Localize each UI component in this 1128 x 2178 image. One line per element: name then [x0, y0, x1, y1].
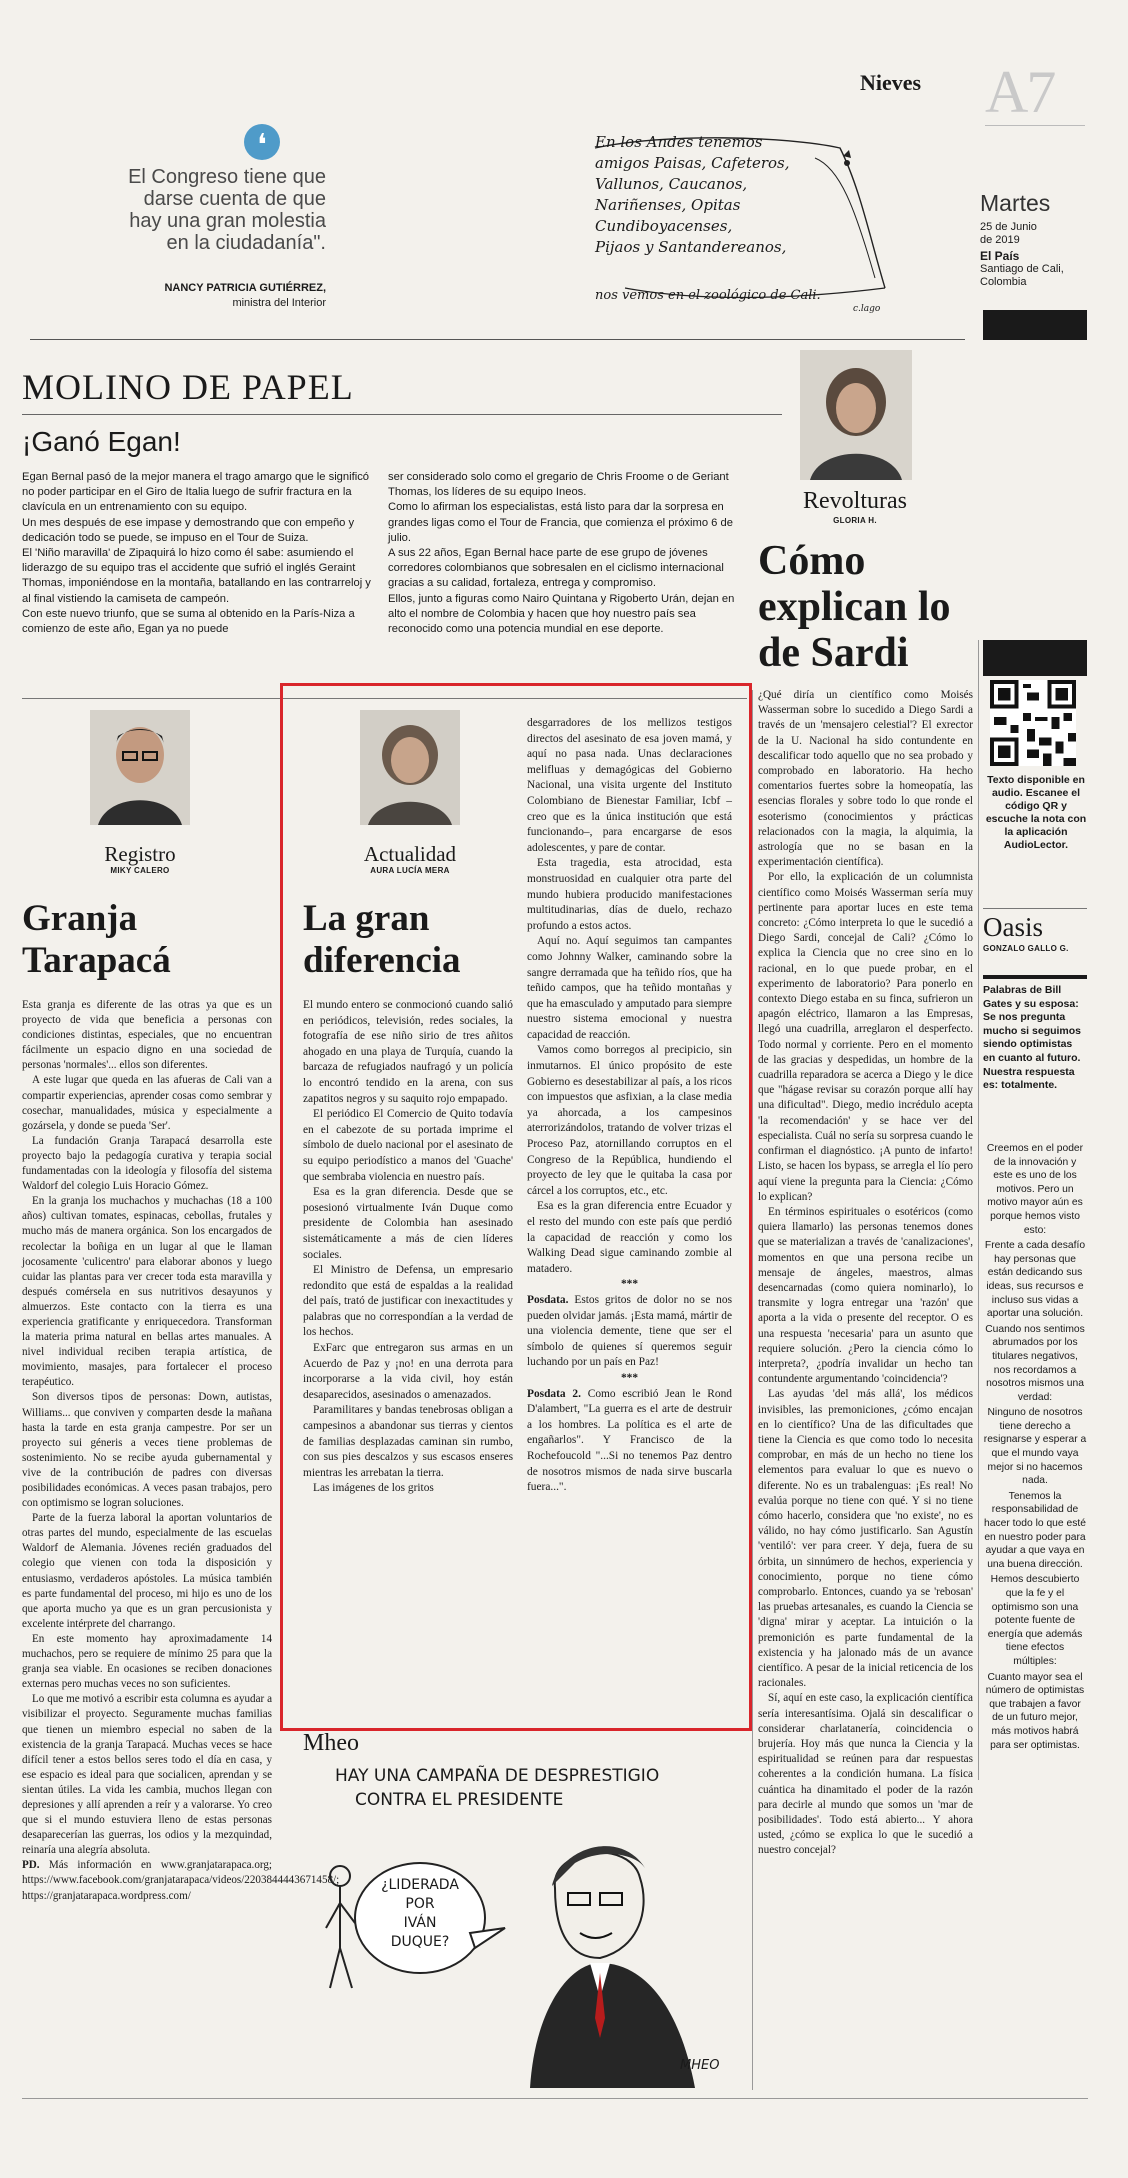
quote-author: NANCY PATRICIA GUTIÉRREZ,	[164, 282, 326, 294]
mheo-bubble-text: ¿LIDERADA POR IVÁN DUQUE?	[381, 1877, 459, 1950]
quote-author-role: ministra del Interior	[232, 297, 326, 309]
actualidad-col1: El mundo entero se conmocionó cuando salió en periódicos, televisión, redes sociales, la fotografía de ese niño sirio de tres añitos ahogado en una playa de Turquía, cuando la barcaza de refugiados naufragó y un policía lo encontró tendido en la arena, con sus zapatitos negros y su saquito rojo empapado. El periódico El Comercio de Quito todavía en el cabezote de su portada imprime el símbolo de duelo nacional por el asesinato de su equipo periodístico a manos del 'Guache' que sembraba violencia en nuestro país. Esa es la gran diferencia. Desde que se posesionó virtualmente Iván Duque como presidente de Colombia han asesinado sistemáticamente a más de cien líderes sociales. El Ministro de Defensa, un empresario redondito que está de espaldas a la realidad del país, trató de justificar con inexactitudes y palabras que no correspondían a la verdad de los hechos. ExFarc que entregaron sus armas en un Acuerdo de Paz y ¡no! en una derrota para incorporarse a la vida civil, hoy están desaparecidos, asesinados o amenazados. Paramilitares y bandas tenebrosas obligan a campesinos a abandonar sus tierras y cientos de familias desplazadas caminan sin rumbo, con sus pies descalzos y sus escasos enseres mientras les arrebatan la tierra. Las imágenes de los gritos	[303, 999, 513, 1495]
molino-col2: ser considerado solo como el gregario de Chris Froome o de Geriant Thomas, los líderes de su equipo Ineos. Como lo afirman los especialistas, está listo para dar la sorpresa en grandes ligas como el Tour de Francia, que comienza el próximo 6 de julio. A sus 22 años, Egan Bernal hace parte de ese grupo de jóvenes corredores colombianos que sobresalen en el ciclismo internacional gracias a su calidad, fortaleza, entrega y compromiso. Ellos, junto a figuras como Nairo Quintana y Rigoberto Urán, dejan en alto el nombre de Colombia y hacen que hoy nuestro país sea reconocido como una potencia mundial en ese deporte.	[388, 471, 735, 636]
page-number: A7	[985, 59, 1055, 125]
header-black-bar	[983, 310, 1087, 340]
cartoon-signature: c.lago	[853, 304, 881, 314]
mheo-signature: MHEO	[680, 2058, 720, 2073]
cartoon-line: Nariñenses, Opitas	[595, 196, 741, 214]
revolturas-author-photo	[800, 350, 912, 480]
separator-stars: ***	[620, 1371, 639, 1384]
oasis-rule	[983, 975, 1087, 979]
date-text: 25 de Junio de 2019	[980, 221, 1037, 246]
molino-col1: Egan Bernal pasó de la mejor manera el trago amargo que le significó no poder participar en el Giro de Italia luego de sufrir fractura en la clavícula en un entrenamiento con su equipo. Un mes después de ese impase y demostrando que con empeño y dedicación todo se puede, se impuso en el Tour de Suiza. El 'Niño maravilla' de Zipaquirá lo hizo como él sabe: asumiendo el liderazgo de su equipo tras el accidente que sufrió el inglés Geraint Thomas, imponiéndose en la montaña, batallando en las contrarreloj y al final vistiendo la camiseta de campeón. Con este nuevo triunfo, que se suma al obtenido en la París-Niza a comienzo de este año, Egan ya no puede	[22, 471, 371, 636]
cartoon-line: En los Andes tenemos	[595, 133, 763, 151]
actualidad-author: AURA LUCÍA MERA	[370, 866, 450, 875]
revolturas-column-name: Revolturas	[803, 488, 907, 514]
cartoon-line: Pijaos y Santandereanos,	[595, 238, 787, 256]
molino-section-title: MOLINO DE PAPEL	[22, 367, 354, 407]
cartoon-top	[585, 128, 895, 318]
oasis-title: Oasis	[983, 912, 1043, 942]
registro-column-name: Registro	[104, 842, 176, 866]
oasis-author: GONZALO GALLO G.	[983, 944, 1069, 953]
date-block	[980, 190, 1100, 289]
actualidad-column-name: Actualidad	[363, 842, 457, 866]
revolturas-title: Cómo explican lo de Sardi	[758, 538, 951, 676]
oasis-body: Creemos en el poder de la innovación y este es uno de los motivos. Pero un motivo mayor aún es porque hemos visto esto: Frente a cada desafío hay personas que están dedicando sus ideas, sus recursos e incluso sus vidas a aportar una solución. Cuando nos sentimos abrumados por los titulares negativos, nos recordamos a nosotros mismos una verdad: Ninguno de nosotros tiene derecho a resignarse y esperar a que el mundo vaya mejor si no hacemos nada. Tenemos la responsabilidad de hacer todo lo que esté en nuestro poder para ayudar a que vaya en una buena dirección. Hemos descubierto que la fe y el optimismo son una potente fuente de energía que además tiene efectos múltiples: Cuanto mayor sea el número de optimistas que trabajen a favor de un futuro mejor, más motivos habrá para ser optimistas.	[983, 1143, 1087, 1751]
registro-title: Granja Tarapacá	[22, 898, 171, 981]
actualidad-col2: desgarradores de los mellizos testigos directos del asesinato de esa joven mamá, y aquí no pasa nada. Unas declaraciones melifluas y demagógicas del Gobierno Nacional, una visita urgente del Instituto Colombiano de Bienestar Familiar, Icbf –creo que es la única institución que está funcionando–, para encargarse de esos adolescentes, y pare de contar. Esta tragedia, esta atrocidad, esta monstruosidad en cualquier otra parte del mundo hubiera producido manifestaciones multitudinarias, días de duelo, rechazo profundo a estos actos. Aquí no. Aquí seguimos tan campantes como Johnny Walker, caminando sobre la sangre derramada que ha teñido ríos, que ha teñido campos, que ha teñido montañas y que ha emasculado y amputado para siempre nuestro sistema emocional y nuestra capacidad de reacción. Vamos como borregos al precipicio, sin inmutarnos. El único propósito de este Gobierno es desestabilizar al país, a los ricos con impuestos que asfixian, a la clase media ya ahorcada, a los campesinos aterrorizándolos, tratando de volver trizas el Proceso Paz, atornillando corruptos en el Congreso de la República, hundiendo el proyecto de ley que le quitaba la casa por cárcel a los corruptos, etc., etc. Esa es la gran diferencia entre Ecuador y el resto del mundo con este país que perdió la capacidad de reacción y como los Walking Dead sigue caminando zombie al matadero. *** Posdata. Estos gritos de dolor no se nos pueden olvidar jamás. ¡Esta mamá, mártir de una violencia demente, tiene que ser el símbolo de quienes sí queremos seguir luchando por un país en Paz! *** Posdata 2. Como escribió Jean le Rond D'alambert, "La guerra es el arte de destruir a los hombres. La política es el arte de engañarlos". Y Francisco de la Rochefoucold "...Si no tenemos Paz dentro de nosotros mismos de nada sirve buscarla fuera...".	[527, 717, 732, 1494]
paper-name: El País	[980, 249, 1020, 263]
registro-author: MIKY CALERO	[110, 866, 170, 875]
cartoon-bottom-text: nos vemos en el zoológico de Cali.	[595, 288, 821, 303]
mheo-label: Mheo	[303, 1730, 359, 1756]
revolturas-author: GLORIA H.	[833, 516, 877, 525]
day-name: Martes	[980, 190, 1051, 216]
separator-stars: ***	[620, 1278, 639, 1291]
mheo-cartoon	[300, 1758, 745, 2088]
actualidad-title: La gran diferencia	[303, 898, 461, 981]
mheo-caption: HAY UNA CAMPAÑA DE DESPRESTIGIO CONTRA EL PRESIDENTE	[335, 1766, 660, 1810]
section-label: Nieves	[860, 70, 922, 95]
registro-author-photo	[90, 710, 190, 825]
revolturas-body: ¿Qué diría un científico como Moisés Wasserman sobre lo sucedido a Diego Sardi a través de un 'mensajero celestial'? El exrector de la U. Nacional ha sido contundente en descalificar todo aquello que no sea probado y comprobado en laboratorio. Ha hecho comentarios fuertes sobre la homeopatía, las esencias florales y sobre todo lo que ronde el esoterismo (conocimientos y prácticas relacionados con la magia, la alquimia, la astrología que no se basan en la experimentación científica). Por ello, la explicación de un columnista científico como Moisés Wasserman sería muy pertinente para aportar luces en este tema concreto: ¿Cómo interpreta lo que le sucedió a Diego Sardi, concejal de Cali? ¿Cómo lo explica la Ciencia que no cree sino en lo racional, en lo que puede probar, en el experimento de laboratorio? Para ponerlo en contexto Diego estaba en su finca, sufrieron un apagón eléctrico, llamaron a las Empresas, llegó una cuadrilla, arreglaron el desperfecto. Todo normal y corriente. Pero en el momento de las gracias y despedidas, un hombre de la cuadrilla reparadora se acerca a Diego y le dice que "hágase revisar su corazón porque allí hay una dificultad". Diego, medio incrédulo acepta 'la recomendación' y se hace ver del especialista. Cuál no sería su sorpresa cuando le confirman el diagnóstico. ¡A punto de infarto! Listo, se hacen los bypass, se arregla el lío pero aquí viene la pregunta para la Ciencia: ¿Cómo lo explican? En términos espirituales o esotéricos (como quiera llamarlo) las personas tenemos dones que se materializan a través de 'canalizaciones', momentos en que una persona recibe un mensaje de ángeles, maestros, almas desencarnadas (como quiera nominarlo), lo transmite y logra entregar una 'razón' que aporta a la vida o presente del receptor. O es una respuesta 'necesaria' para un asunto que requiere solución. ¿Pero la ciencia cómo lo interpreta?, ¿podría invalidar un hecho tan contundente argumentando 'coincidencia'? Las ayudas 'del más allá', los médicos invisibles, las premoniciones, ¿cómo encajan en lo científico? Una de las dificultades que tiene la Ciencia es que como todo lo necesita comprobar, en más de un hecho no tiene los elementos para evaluar lo que es nuevo o diferente. No es un trabalenguas: ¡Es real! No evalúa porque no tiene con qué. Y si no tiene cómo hacerlo, considera que 'no existe', no es válido, no hay cómo justificarlo. San Agustín 'ventiló': ver para creer. Y deja, fuera de su órbita, un sinnúmero de hechos, experiencia y conocimiento, porque no tiene cómo comprobarlo. Entonces, cuando ya se 'rebosan' las pruebas artesanales, es cuando la Ciencia se 'digna' mirar y aceptar. La intuición o la premonición es parte fundamental de la existencia y ha jalonado más de un avance científico. A pesar de la inicial reticencia de los racionales. Sí, aquí en este caso, la explicación científica sería interesantísima. Ojalá sin descalificar o considerar charlatanería, coincidencia o brujería. Hoy más que nunca la Ciencia y la espiritualidad se reúnen para dar respuestas coherentes a la condición humana. La física cuántica ha dinamitado el poder de la razón para decirle al mundo que somos un 'mar de posibilidades'. Todo está abierto... Y ahora usted, ¿cómo se explica lo que le sucedió a nuestro concejal?	[758, 689, 973, 1857]
cartoon-line: amigos Paisas, Cafeteros,	[595, 154, 790, 172]
quote-text: El Congreso tiene que darse cuenta de que hay una gran molestia en la ciudadanía".	[128, 166, 326, 254]
cartoon-line: Vallunos, Caucanos,	[595, 175, 748, 193]
registro-body: Esta granja es diferente de las otras ya que es un proyecto de vida que beneficia a personas con condiciones distintas, especiales, que no encuentran fácilmente un espacio digno en una sociedad de personas 'normales'... ellos son diferentes. A este lugar que queda en las afueras de Cali van a compartir experiencias, aprender cosas como sembrar y cosechar, manualidades, música y especialmente a gozársela, y donde se pueda 'Ser'. La fundación Granja Tarapacá desarrolla este proyecto bajo la pedagogía curativa y terapia social fundamentadas con la ideología y filosofía del sistema Waldorf del colegio Luis Horacio Gómez. En la granja los muchachos y muchachas (18 a 100 años) cultivan tomates, espinacas, cebollas, frutales y mucho más de manera orgánica. Son los encargados de recolectar la boñiga en un lugar al que le llaman jocosamente 'culicentro' para elaborar abonos y luego cuidar las plantas para ver crecer toda esta maravilla y después comérsela en sus nutritivos desayunos y almuerzos. Este contacto con la tierra es una experiencia gratificante y enriquecedora. Transforman la materia prima natural en bellas artes manuales. A nivel individual reciben terapia artística, de movimiento, masajes, para fortalecer el proceso terapéutico. Son diversos tipos de personas: Down, autistas, Williams... que conviven y comparten desde la mañana hasta la tarde en esta granja campestre. Por ser un proyecto sui géneris a veces tiene problemas de sostenimiento. No se recibe ayuda gubernamental y vive de la contribución de padres con diversas posibilidades económicas. A veces pasan trabajos, pero con optimismo se logran soluciones. Parte de la fuerza laboral la aportan voluntarios de otras partes del mundo, especialmente de las escuelas Waldorf de Alemania. Jóvenes recién graduados del colegio que vienen con toda la disposición y entusiasmo, verdaderos apóstoles. La música también es parte fundamental del proceso, mi hijo es uno de los que aporta mucho ya que es un gran percusionista y excelente intérprete del charrango. En este momento hay aproximadamente 14 muchachos, pero se requiere de mínimo 25 para que la granja sea viable. En ocasiones se reciben donaciones externas pero muchas veces no son suficientes. Lo que me motivó a escribir esta columna es ayudar a visibilizar el proyecto. Seguramente muchas familias que tienen un miembro especial no saben de la existencia de la granja Tarapacá. Muchas veces se hace difícil tener a estos bellos seres todo el día en casa, y ese espacio es ideal para que socialicen, aprendan y se sientan útiles. La vida les cambia, muchos llegan con depresiones y allí aprenden a reír y a valorarse. Yo creo que si el mundo estuviera lleno de estas personas desaparecerían las guerras, los odios y la mezquindad, reinaría una alegría absoluta. PD. Más información en www.granjatarapaca.org; https://www.facebook.com/granjatarapaca/videos/2203844443671458/; https://granjatarapaca.wordpress.com/	[22, 999, 340, 1902]
cartoon-line: Cundiboyacenses,	[595, 217, 733, 235]
sidebar-black-bar	[983, 640, 1087, 676]
qr-caption: Texto disponible en audio. Escanee el código QR y escuche la nota con la aplicación AudioLector.	[985, 774, 1087, 851]
molino-title: ¡Ganó Egan!	[22, 426, 181, 457]
oasis-lead: Palabras de Bill Gates y su esposa: Se nos pregunta mucho si seguimos siendo optimistas en cuanto al futuro. Nuestra respuesta es: totalmente.	[983, 984, 1082, 1092]
location-text: Santiago de Cali, Colombia	[980, 263, 1064, 288]
qr-code[interactable]	[990, 680, 1076, 766]
quote-icon: ❛	[244, 124, 280, 160]
actualidad-author-photo	[360, 710, 460, 825]
